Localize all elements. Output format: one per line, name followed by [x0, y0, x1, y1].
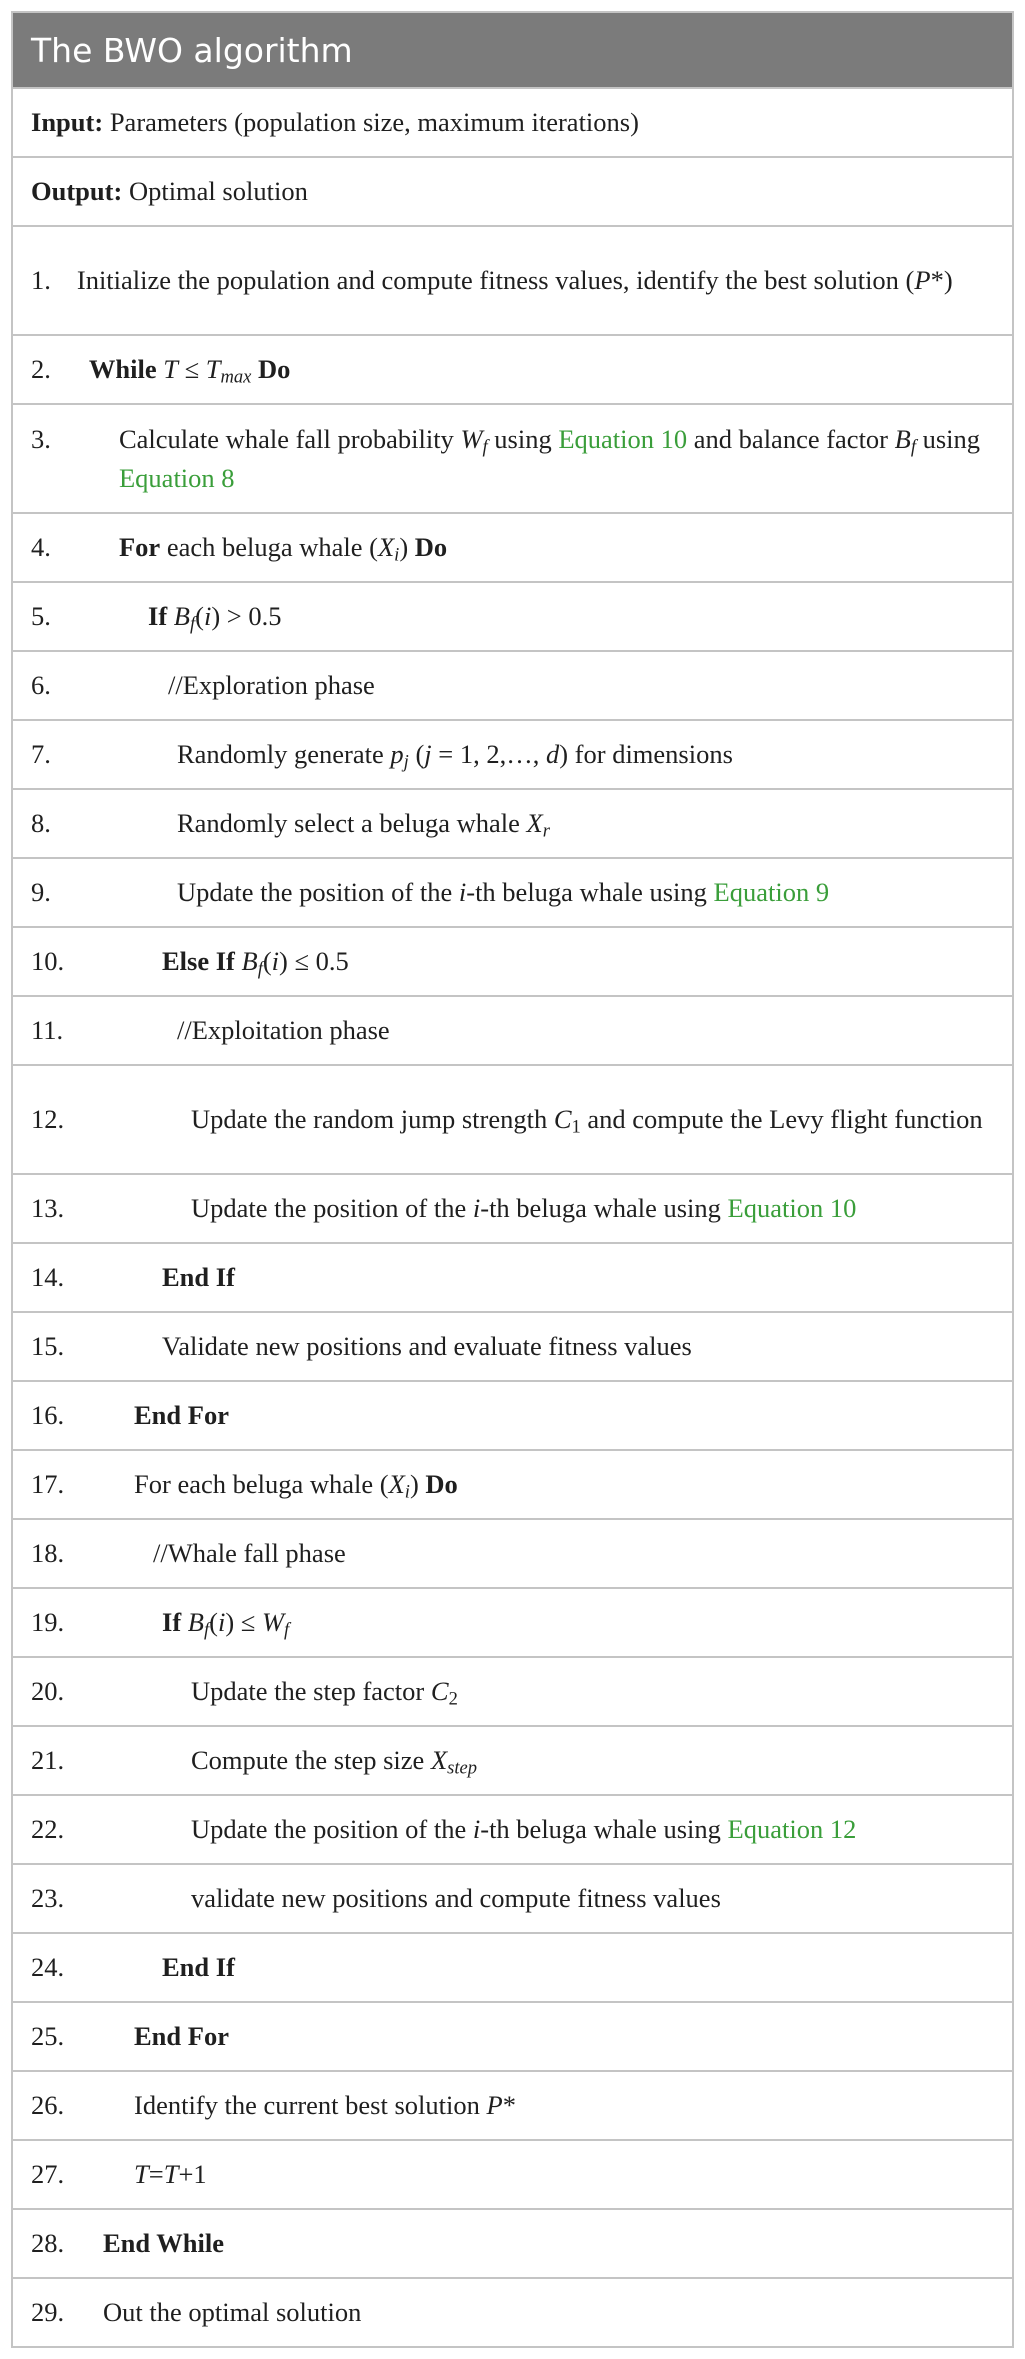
step-number: 4. — [31, 532, 51, 562]
comment-whale-fall: //Whale fall phase — [153, 1538, 346, 1568]
comment-exploration: //Exploration phase — [168, 670, 375, 700]
step-3: 3. Calculate whale fall probability $W_f$ using Equation 10 and balance factor $B_f$ using Equation 8 — [13, 403, 1012, 512]
step-25 — [13, 2001, 1012, 2070]
keyword: End While — [103, 2228, 225, 2258]
input-row — [13, 87, 1012, 156]
step-9: 9. Update the position of the i-th beluga whale using Equation 9 — [13, 857, 1012, 926]
step-number: 20. — [31, 1676, 65, 1706]
step-number: 6. — [31, 670, 51, 700]
output-label: Output: — [31, 176, 123, 206]
step-24 — [13, 1932, 1012, 2001]
step-number: 2. — [31, 354, 51, 384]
step-18 — [13, 1518, 1012, 1587]
keyword: End If — [162, 1262, 235, 1292]
step-23 — [13, 1863, 1012, 1932]
step-number: 12. — [31, 1104, 65, 1134]
keyword: End If — [162, 1952, 235, 1982]
step-number: 16. — [31, 1400, 65, 1430]
equation-8-link[interactable]: Equation 8 — [119, 462, 235, 493]
step-22: 22. Update the position of the i-th beluga whale using Equation 12 — [13, 1794, 1012, 1863]
step-number: 14. — [31, 1262, 65, 1292]
input-label: Input: — [31, 107, 104, 137]
output-row — [13, 156, 1012, 225]
step-21: 21. Compute the step size $X_{step}$ — [13, 1725, 1012, 1794]
table-title: The BWO algorithm — [13, 13, 1012, 87]
equation-10-link[interactable]: Equation 10 — [558, 423, 688, 454]
input-text: Parameters (population size, maximum iterations) — [109, 107, 639, 137]
step-number: 13. — [31, 1193, 65, 1223]
equation-12-link[interactable]: Equation 12 — [727, 1814, 857, 1844]
step-17: 17. For each beluga whale $(X_i)$ Do — [13, 1449, 1012, 1518]
step-number: 22. — [31, 1814, 65, 1844]
step-20: 20. Update the step factor $C_2$ — [13, 1656, 1012, 1725]
step-number: 9. — [31, 877, 51, 907]
step-number: 3. — [31, 423, 51, 454]
step-6 — [13, 650, 1012, 719]
step-5: 5. If $B_f(i) > 0.5$ — [13, 581, 1012, 650]
step-27: 27. T=T+1 — [13, 2139, 1012, 2208]
step-29 — [13, 2277, 1012, 2346]
equation-10-link-2[interactable]: Equation 10 — [727, 1193, 857, 1223]
step-number: 10. — [31, 946, 65, 976]
comment-exploitation: //Exploitation phase — [177, 1015, 390, 1045]
step-4: 4. For each beluga whale $(X_i)$ Do — [13, 512, 1012, 581]
step-number: 5. — [31, 601, 51, 631]
step-26: 26. Identify the current best solution P* — [13, 2070, 1012, 2139]
step-16 — [13, 1380, 1012, 1449]
step-number: 19. — [31, 1607, 65, 1637]
step-19: 19. If $B_f(i) \le W_f$ — [13, 1587, 1012, 1656]
step-number: 26. — [31, 2090, 65, 2120]
step-number: 25. — [31, 2021, 65, 2051]
keyword: End For — [134, 2021, 229, 2051]
step-number: 28. — [31, 2228, 65, 2258]
algorithm-table — [11, 11, 1014, 2348]
step-2: 2. While $T \le T_{max}$ Do — [13, 334, 1012, 403]
step-14 — [13, 1242, 1012, 1311]
step-number: 15. — [31, 1331, 65, 1361]
step-number: 29. — [31, 2297, 65, 2327]
keyword: End For — [134, 1400, 229, 1430]
step-7: 7. Randomly generate $p_j$ (j = 1, 2,…, d) for dimensions — [13, 719, 1012, 788]
step-15 — [13, 1311, 1012, 1380]
step-11 — [13, 995, 1012, 1064]
step-1: 1. Initialize the population and compute fitness values, identify the best solution (P*) — [13, 225, 1012, 334]
step-28 — [13, 2208, 1012, 2277]
output-text: Optimal solution — [128, 176, 308, 206]
step-12: 12. Update the random jump strength $C_1$ and compute the Levy flight function — [13, 1064, 1012, 1173]
step-number: 21. — [31, 1745, 65, 1775]
step-number: 27. — [31, 2159, 65, 2189]
step-number: 17. — [31, 1469, 65, 1499]
step-8: 8. Randomly select a beluga whale $X_r$ — [13, 788, 1012, 857]
step-number: 11. — [31, 1015, 64, 1045]
step-number: 7. — [31, 739, 51, 769]
step-number: 8. — [31, 808, 51, 838]
step-number: 1. — [31, 265, 51, 295]
step-text: Validate new positions and evaluate fitness values — [162, 1331, 692, 1361]
step-number: 18. — [31, 1538, 65, 1568]
step-10: 10. Else If $B_f(i) \le 0.5$ — [13, 926, 1012, 995]
step-number: 23. — [31, 1883, 65, 1913]
step-text: validate new positions and compute fitness values — [191, 1883, 721, 1913]
equation-9-link[interactable]: Equation 9 — [713, 877, 830, 907]
step-text: Out the optimal solution — [103, 2297, 362, 2327]
step-13: 13. Update the position of the i-th beluga whale using Equation 10 — [13, 1173, 1012, 1242]
step-number: 24. — [31, 1952, 65, 1982]
